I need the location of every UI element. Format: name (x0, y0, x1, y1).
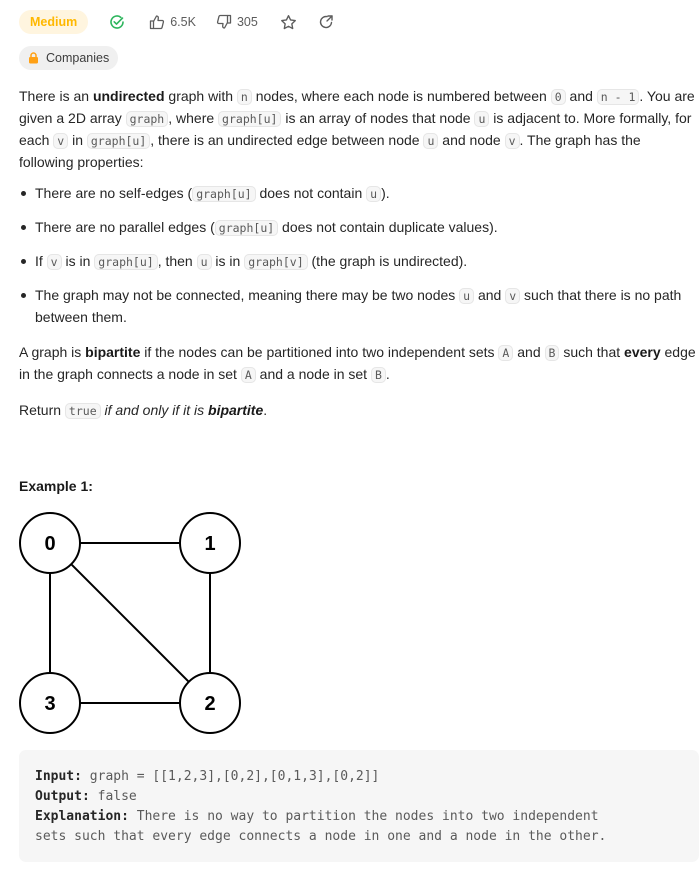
inline-code: graph[u] (215, 220, 278, 236)
lock-icon (28, 52, 39, 64)
inline-code: v (47, 254, 62, 270)
text: There are no self-edges ( (35, 185, 193, 201)
difficulty-badge: Medium (19, 10, 88, 34)
bold-text: undirected (92, 88, 165, 104)
bold-text: bipartite (85, 344, 141, 360)
example-title: Example 1: (19, 478, 93, 494)
graph-node-label: 3 (44, 693, 56, 715)
text: (the graph is undirected). (307, 253, 468, 269)
list-item (35, 251, 699, 273)
text: is adjacent to. More formally, for each (19, 110, 692, 148)
text: is in (211, 253, 245, 269)
output-label: Output: (35, 789, 90, 804)
share-icon (318, 14, 334, 30)
text: in (68, 132, 87, 148)
list-item (35, 217, 699, 239)
graph-edge-0-2 (71, 564, 189, 682)
text: There is an (19, 88, 93, 104)
input-value: graph = [[1,2,3],[0,2],[0,1,3],[0,2]] (81, 769, 380, 784)
bold-text: every (624, 344, 661, 360)
inline-code: v (505, 288, 520, 304)
example-code-block (19, 750, 699, 862)
inline-code: graph[u] (218, 111, 281, 127)
dislike-button[interactable] (216, 14, 258, 30)
text: and node (438, 132, 505, 148)
companies-button[interactable] (19, 46, 118, 70)
inline-code: graph[u] (87, 133, 150, 149)
inline-code: v (53, 133, 68, 149)
inline-code: n - 1 (597, 89, 640, 105)
problem-header-bar (19, 10, 334, 34)
intro-paragraph (19, 86, 699, 173)
inline-code: 0 (551, 89, 566, 105)
text: such that there is no path between them. (35, 287, 682, 325)
solved-check-icon (109, 14, 125, 30)
like-button[interactable] (149, 14, 196, 30)
graph-node-label: 1 (204, 533, 216, 555)
bold-italic-text: bipartite (208, 402, 264, 418)
graph-node-label: 2 (204, 693, 216, 715)
text: , then (157, 253, 197, 269)
inline-code: graph[u] (192, 186, 255, 202)
text: ). (381, 185, 390, 201)
explanation-label: Explanation: (35, 809, 129, 824)
inline-code: graph[v] (244, 254, 307, 270)
text: , where (168, 110, 219, 126)
inline-code: A (241, 367, 256, 383)
text: . You are given a 2D array (19, 88, 695, 126)
dislike-count: 305 (236, 15, 258, 29)
inline-code: u (459, 288, 474, 304)
text: and (474, 287, 506, 303)
list-item (35, 183, 699, 205)
text: if the nodes can be partitioned into two independent sets (140, 344, 499, 360)
text: and (513, 344, 545, 360)
text: such that (559, 344, 625, 360)
text: does not contain duplicate values). (278, 219, 498, 235)
text: . The graph has the following properties: (19, 132, 641, 170)
favorite-button[interactable] (280, 14, 297, 31)
inline-code: u (474, 111, 489, 127)
text: is in (61, 253, 95, 269)
output-value: false (89, 789, 137, 804)
inline-code: true (65, 403, 101, 419)
share-button[interactable] (318, 14, 334, 30)
text: graph with (164, 88, 237, 104)
explanation-text: There is no way to partition the nodes into two independent (128, 809, 599, 824)
italic-text: if and only if it is (100, 402, 209, 418)
text: If (35, 253, 47, 269)
text: There are no parallel edges ( (35, 219, 215, 235)
text: A graph is (19, 344, 86, 360)
star-icon (280, 14, 297, 31)
thumbs-up-icon (149, 14, 165, 30)
input-label: Input: (35, 769, 82, 784)
inline-code: graph[u] (94, 254, 157, 270)
inline-code: B (371, 367, 386, 383)
inline-code: u (197, 254, 212, 270)
bipartite-definition (19, 342, 699, 386)
text: . (263, 402, 268, 418)
example-graph-figure (0, 500, 260, 750)
text: , there is an undirected edge between node (150, 132, 424, 148)
inline-code: v (505, 133, 520, 149)
graph-node-label: 0 (44, 533, 56, 555)
text: and (565, 88, 597, 104)
explanation-text: sets such that every edge connects a node in one and a node in the other. (35, 829, 607, 844)
inline-code: u (366, 186, 381, 202)
list-item (35, 285, 699, 328)
return-statement (19, 400, 699, 422)
text: does not contain (255, 185, 367, 201)
problem-description (19, 86, 699, 422)
text: nodes, where each node is numbered between (251, 88, 551, 104)
text: Return (19, 402, 65, 418)
inline-code: A (498, 345, 513, 361)
like-count: 6.5K (170, 15, 196, 29)
text: . (385, 366, 390, 382)
inline-code: u (423, 133, 438, 149)
inline-code: B (545, 345, 560, 361)
text: edge in the graph connects a node in set (19, 344, 696, 382)
text: The graph may not be connected, meaning there may be two nodes (35, 287, 460, 303)
thumbs-down-icon (216, 14, 232, 30)
inline-code: n (237, 89, 252, 105)
inline-code: graph (126, 111, 169, 127)
text: is an array of nodes that node (281, 110, 475, 126)
companies-label: Companies (46, 51, 110, 65)
text: and a node in set (255, 366, 371, 382)
properties-list (19, 183, 699, 328)
